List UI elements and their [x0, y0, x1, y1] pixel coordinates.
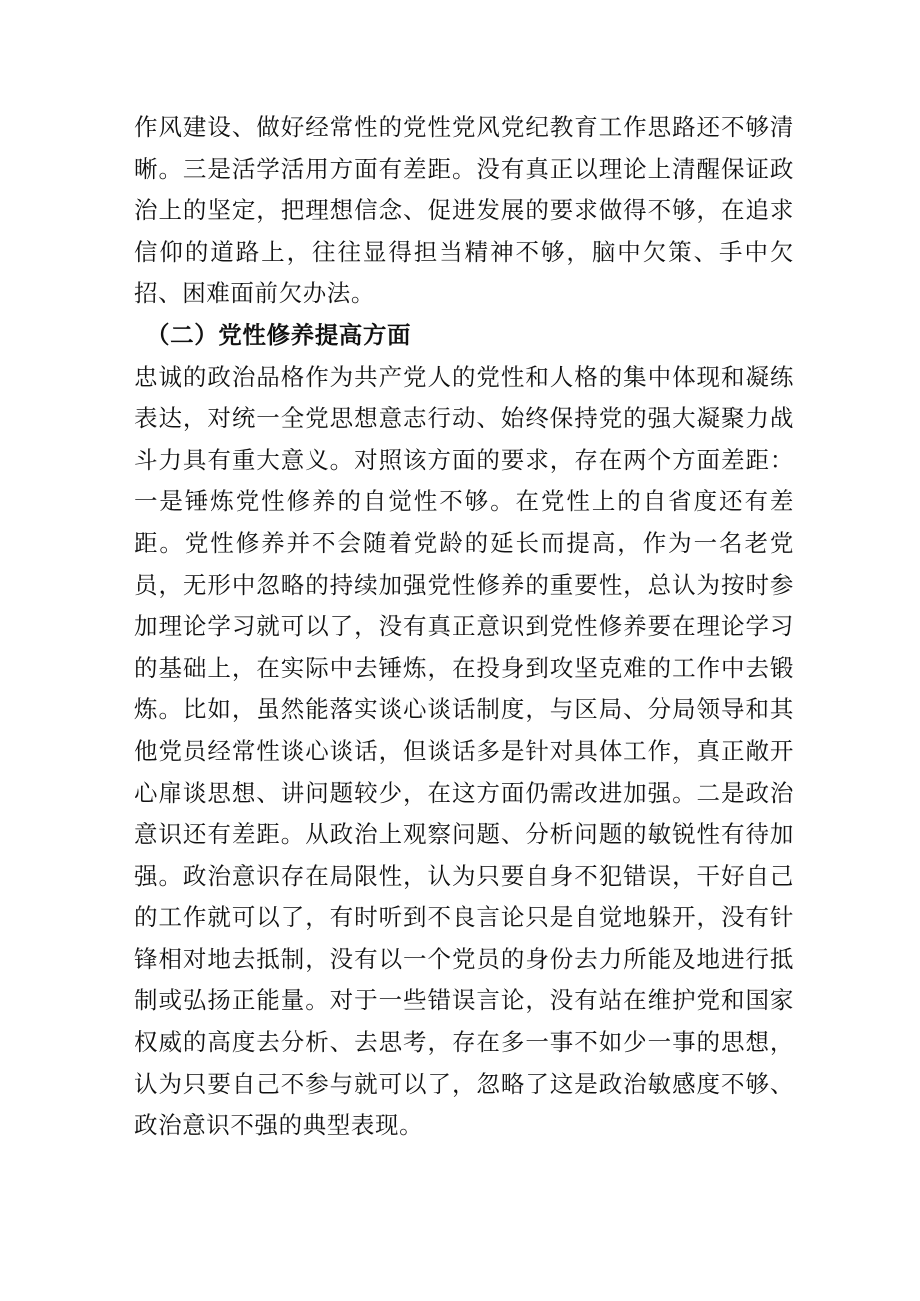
paragraph-party-cultivation: 忠诚的政治品格作为共产党人的党性和人格的集中体现和凝练表达，对统一全党思想意志行动、始终保持党的强大凝聚力战斗力具有重大意义。对照该方面的要求，存在两个方面差距：一是锤炼党性修养的自觉性不够。在党性上的自省度还有差距。党性修养并不会随着党龄的延长而提高，作为一名老党员，无形中忽略的持续加强党性修养的重要性，总认为按时参加理论学习就可以了，没有真正意识到党性修养要在理论学习的基础上，在实际中去锤炼，在投身到攻坚克难的工作中去锻炼。比如，虽然能落实谈心谈话制度，与区局、分局领导和其他党员经常性谈心谈话，但谈话多是针对具体工作，真正敞开心扉谈思想、讲问题较少，在这方面仍需改进加强。二是政治意识还有差距。从政治上观察问题、分析问题的敏锐性有待加强。政治意识存在局限性，认为只要自身不犯错误，干好自己的工作就可以了，有时听到不良言论只是自觉地躲开，没有针锋相对地去抵制，没有以一个党员的身份去力所能及地进行抵制或弘扬正能量。对于一些错误言论，没有站在维护党和国家权威的高度去分析、去思考，存在多一事不如少一事的思想，认为只要自己不参与就可以了，忽略了这是政治敏感度不够、政治意识不强的典型表现。 — [134, 362, 794, 1140]
paragraph-continued: 作风建设、做好经常性的党性党风党纪教育工作思路还不够清晰。三是活学活用方面有差距。没有真正以理论上清醒保证政治上的坚定，把理想信念、促进发展的要求做得不够，在追求信仰的道路上，往往显得担当精神不够，脑中欠策、手中欠招、困难面前欠办法。 — [134, 113, 794, 308]
document-body — [134, 107, 794, 1147]
section-heading-2: （二）党性修养提高方面 — [146, 320, 412, 349]
